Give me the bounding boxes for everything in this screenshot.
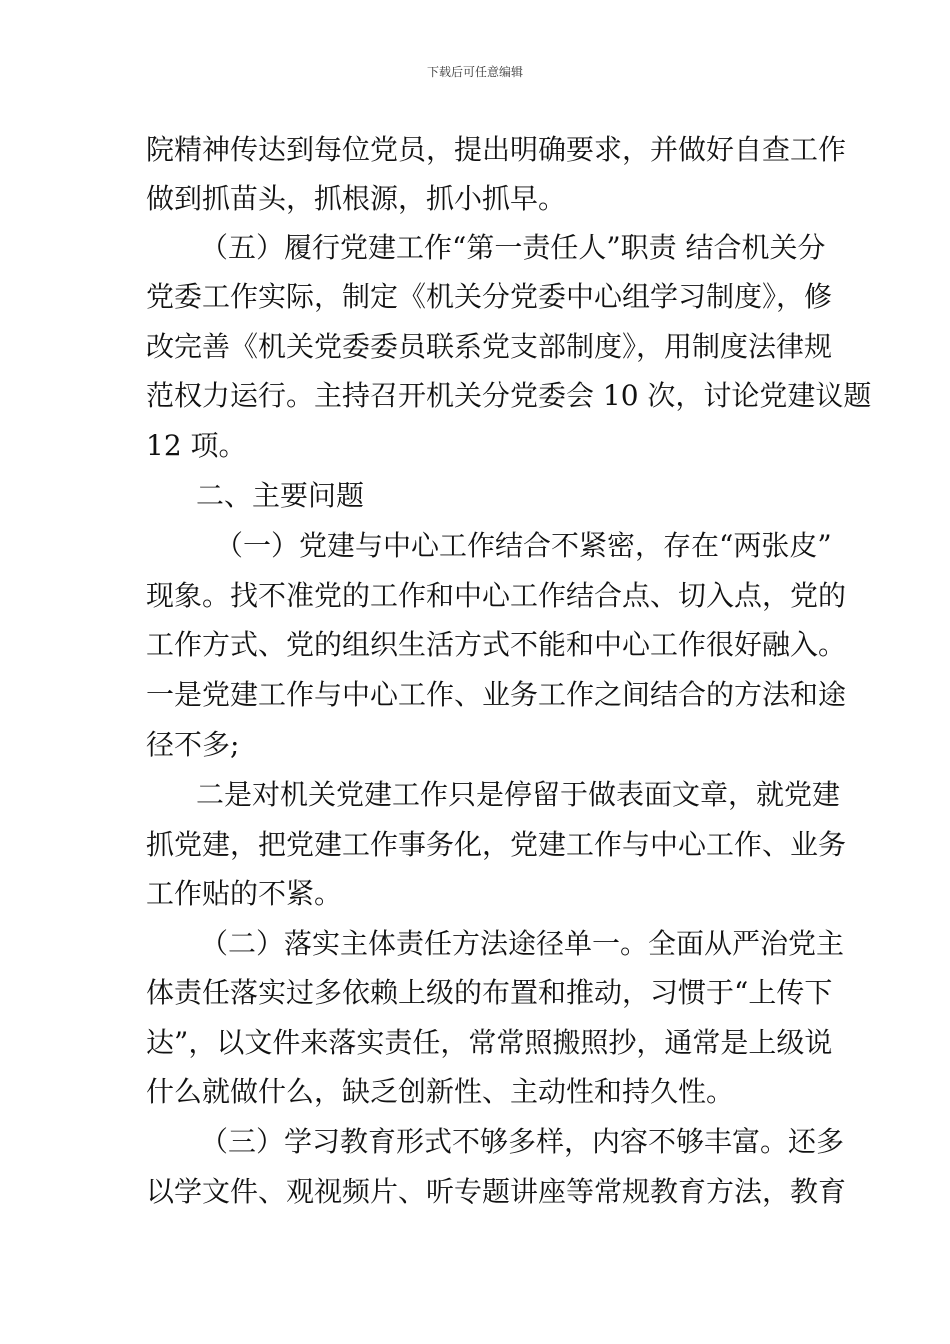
text-line: 一是党建工作与中心工作、业务工作之间结合的方法和途 bbox=[146, 678, 847, 711]
text-line: 二是对机关党建工作只是停留于做表面文章，就党建 bbox=[196, 778, 841, 811]
text-line: 工作贴的不紧。 bbox=[146, 877, 343, 910]
text-line: 什么就做什么，缺乏创新性、主动性和持久性。 bbox=[146, 1075, 735, 1108]
text-line: 范权力运行。主持召开机关分党委会 10 次，讨论党建议题 bbox=[146, 379, 872, 412]
text-line: 改完善《机关党委委员联系党支部制度》，用制度法律规 bbox=[146, 330, 833, 363]
text-line: 径不多; bbox=[146, 728, 240, 761]
text-line: （一）党建与中心工作结合不紧密，存在“两张皮” bbox=[215, 529, 832, 562]
text-line: 党委工作实际，制定《机关分党委中心组学习制度》，修 bbox=[146, 280, 833, 313]
text-line: 院精神传达到每位党员，提出明确要求，并做好自查工作 bbox=[146, 133, 847, 166]
text-line: 做到抓苗头，抓根源，抓小抓早。 bbox=[146, 182, 567, 215]
text-line: 12 项。 bbox=[146, 429, 247, 462]
text-line: 达”，以文件来落实责任，常常照搬照抄，通常是上级说 bbox=[146, 1026, 833, 1059]
text-line: 以学文件、观视频片、听专题讲座等常规教育方法，教育 bbox=[146, 1175, 847, 1208]
text-line: 现象。找不准党的工作和中心工作结合点、切入点，党的 bbox=[146, 579, 847, 612]
text-line: 抓党建，把党建工作事务化，党建工作与中心工作、业务 bbox=[146, 828, 847, 861]
section-heading: 二、主要问题 bbox=[196, 479, 365, 512]
text-line: （五）履行党建工作“第一责任人”职责 结合机关分 bbox=[200, 231, 826, 264]
text-line: 体责任落实过多依赖上级的布置和推动，习惯于“上传下 bbox=[146, 976, 833, 1009]
text-line: （二）落实主体责任方法途径单一。全面从严治党主 bbox=[200, 927, 845, 960]
page-header: 下载后可任意编辑 bbox=[426, 65, 523, 79]
text-line: 工作方式、党的组织生活方式不能和中心工作很好融入。 bbox=[146, 628, 847, 661]
text-line: （三）学习教育形式不够多样，内容不够丰富。还多 bbox=[200, 1125, 845, 1158]
